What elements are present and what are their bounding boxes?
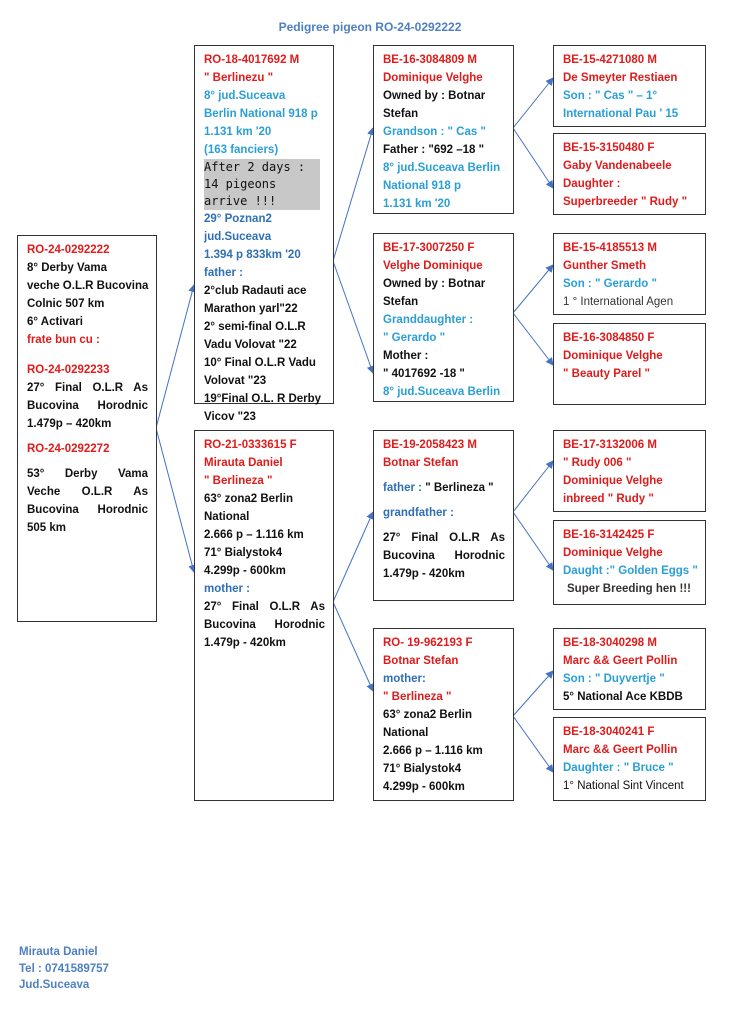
brother1-result: 27° Final O.L.R As xyxy=(27,382,148,394)
dd-owner: Botnar Stefan xyxy=(383,655,459,667)
sire-father-result: Vadu Volovat "22 xyxy=(204,339,297,351)
footer-contact xyxy=(19,944,109,994)
sd-ring: BE-17-3007250 F xyxy=(383,242,475,254)
ancestor-owner: Marc && Geert Pollin xyxy=(563,655,678,667)
ds-father-name: " Berlineza " xyxy=(425,482,494,494)
ancestor-ring: BE-15-4271080 M xyxy=(563,54,657,66)
ancestor-owner: Gunther Smeth xyxy=(563,260,647,272)
dam-ring: RO-21-0333615 F xyxy=(204,439,297,451)
dam-mother-result: 27° Final O.L.R As xyxy=(204,601,325,613)
connector-dam-dd xyxy=(333,602,373,691)
dd-mother-label: mother: xyxy=(383,673,426,685)
connector-subject-dam xyxy=(156,428,194,572)
connector-sd-g4 xyxy=(513,313,553,365)
dam-name: " Berlineza " xyxy=(204,475,273,487)
sd-owned-by-name: Stefan xyxy=(383,296,419,308)
sd-relation: Granddaughter : xyxy=(383,314,474,326)
ancestor-owner: Dominique Velghe xyxy=(563,547,663,559)
ss-owned-by: Owned by : Botnar xyxy=(383,90,486,102)
ancestor-note: Daughter : " Bruce " xyxy=(563,762,674,774)
dd-ring: RO- 19-962193 F xyxy=(383,637,473,649)
footer-phone: Tel : 0741589757 xyxy=(19,962,109,975)
ancestor-box-8 xyxy=(553,717,706,801)
ss-result: National 918 p xyxy=(383,180,461,192)
connector-subject-sire xyxy=(156,285,194,428)
ancestor-ring: BE-16-3084850 F xyxy=(563,332,655,344)
ancestor-ring: BE-18-3040298 M xyxy=(563,637,657,649)
sire-box xyxy=(194,45,334,423)
sire-father-result: Marathon yarl"22 xyxy=(204,303,298,315)
sire-result: 1.394 p 833km '20 xyxy=(204,249,301,261)
footer-location: Jud.Suceava xyxy=(19,979,90,991)
ds-father-label: father : xyxy=(383,482,422,494)
ancestor-note: 5° National Ace KBDB xyxy=(563,691,683,703)
subject-result: Colnic 507 km xyxy=(27,298,105,310)
dam-result: 63° zona2 Berlin xyxy=(204,493,293,505)
dam-sire-box xyxy=(373,430,514,601)
brother2-result: Bucovina Horodnic xyxy=(27,504,148,516)
dd-result: 71° Bialystok4 xyxy=(383,763,462,775)
ancestor-owner: Gaby Vandenabeele xyxy=(563,160,672,172)
sire-result: (163 fanciers) xyxy=(204,144,279,156)
ancestor-note: Daughter : xyxy=(563,178,621,190)
connector-dd-g8 xyxy=(513,716,553,772)
sire-result: Berlin National 918 p xyxy=(204,108,318,120)
connector-ss-g1 xyxy=(513,78,553,128)
ds-grandfather-label: grandfather : xyxy=(383,507,454,519)
ancestor-box-5 xyxy=(553,430,706,512)
ss-father: Father : "692 –18 " xyxy=(383,144,485,156)
ancestor-box-7 xyxy=(553,628,706,710)
ancestor-note: Son : " Cas " – 1° xyxy=(563,90,658,102)
brother2-result: 505 km xyxy=(27,522,67,534)
brother2-ring: RO-24-0292272 xyxy=(27,443,110,455)
sd-owned-by: Owned by : Botnar xyxy=(383,278,486,290)
brother1-result: Bucovina Horodnic xyxy=(27,400,148,412)
sire-highlight-note: After 2 days : 14 pigeons arrive !!! xyxy=(204,159,320,210)
ancestor-note: Son : " Gerardo " xyxy=(563,278,657,290)
subject-ring: RO-24-0292222 xyxy=(27,244,110,256)
ancestor-note: " Beauty Parel " xyxy=(563,368,650,380)
subject-box xyxy=(17,235,157,622)
ancestor-ring: BE-17-3132006 M xyxy=(563,439,657,451)
dd-result: 2.666 p – 1.116 km xyxy=(383,745,483,757)
subject-result: veche O.L.R Bucovina xyxy=(27,280,149,292)
brother1-ring: RO-24-0292233 xyxy=(27,364,110,376)
dd-result: 63° zona2 Berlin xyxy=(383,709,472,721)
connector-ds-g5 xyxy=(513,461,553,512)
dam-result: National xyxy=(204,511,250,523)
sd-mother-ring: " 4017692 -18 " xyxy=(383,368,465,380)
dam-mother-label: mother : xyxy=(204,583,250,595)
ancestor-ring: BE-16-3142425 F xyxy=(563,529,655,541)
sire-result: 1.131 km '20 xyxy=(204,126,272,138)
sd-relation: " Gerardo " xyxy=(383,332,446,344)
footer-name: Mirauta Daniel xyxy=(19,946,98,958)
ancestor-note: 1 ° International Agen xyxy=(563,296,674,308)
ancestor-owner: Marc && Geert Pollin xyxy=(563,744,678,756)
sire-result: 8° jud.Suceava xyxy=(204,90,286,102)
brother1-result: 1.479p – 420km xyxy=(27,418,112,430)
ds-ring: BE-19-2058423 M xyxy=(383,439,477,451)
dd-result: National xyxy=(383,727,429,739)
brother2-result: Veche O.L.R As xyxy=(27,486,148,498)
connector-dam-ds xyxy=(333,512,373,602)
ss-relation: Grandson : " Cas " xyxy=(383,126,486,138)
ancestor-box-2 xyxy=(553,133,706,215)
sire-father-result: 2°club Radauti ace xyxy=(204,285,307,297)
sire-father-result: 2° semi-final O.L.R xyxy=(204,321,306,333)
connector-sd-g3 xyxy=(513,265,553,313)
dam-result: 2.666 p – 1.116 km xyxy=(204,529,304,541)
ss-result: 1.131 km '20 xyxy=(383,198,451,210)
sire-father-result: Volovat "23 xyxy=(204,375,267,387)
dam-result: 4.299p - 600km xyxy=(204,565,286,577)
ancestor-note: Daught :" Golden Eggs " xyxy=(563,565,698,577)
sd-result: 8° jud.Suceava Berlin xyxy=(383,386,501,398)
ancestor-note: Super Breeding hen !!! xyxy=(567,583,691,595)
ancestor-note: Superbreeder " Rudy " xyxy=(563,196,688,208)
ancestor-box-4 xyxy=(553,323,706,405)
ss-owner: Dominique Velghe xyxy=(383,72,483,84)
connector-ds-g6 xyxy=(513,512,553,570)
ancestor-owner: Dominique Velghe xyxy=(563,350,663,362)
ancestor-ring: BE-15-4185513 M xyxy=(563,242,657,254)
brothers-label: frate bun cu : xyxy=(27,334,100,346)
sd-owner: Velghe Dominique xyxy=(383,260,483,272)
connector-sire-sd xyxy=(333,261,373,373)
connector-dd-g7 xyxy=(513,671,553,716)
sire-ring: RO-18-4017692 M xyxy=(204,54,300,66)
dam-mother-result: Bucovina Horodnic xyxy=(204,619,325,631)
ss-ring: BE-16-3084809 M xyxy=(383,54,477,66)
dam-result: 71° Bialystok4 xyxy=(204,547,283,559)
ancestor-note: International Pau ' 15 xyxy=(563,108,679,120)
sire-father-result: 19°Final O.L. R Derby xyxy=(204,393,322,405)
sire-father-result: Vicov "23 xyxy=(204,411,256,423)
ancestor-box-3 xyxy=(553,233,706,315)
brother2-result: 53° Derby Vama xyxy=(27,468,148,480)
ds-result: 1.479p - 420km xyxy=(383,568,465,580)
ancestor-note: Son : " Duyvertje " xyxy=(563,673,665,685)
ancestor-box-1 xyxy=(553,45,706,127)
connector-ss-g2 xyxy=(513,128,553,188)
dd-result: 4.299p - 600km xyxy=(383,781,465,793)
ancestor-owner: De Smeyter Restiaen xyxy=(563,72,678,84)
ancestor-ring: BE-18-3040241 F xyxy=(563,726,655,738)
dam-owner: Mirauta Daniel xyxy=(204,457,283,469)
ancestor-box-6 xyxy=(553,520,706,605)
ancestor-ring: BE-15-3150480 F xyxy=(563,142,655,154)
ancestor-note: 1° National Sint Vincent xyxy=(563,780,684,792)
dd-name: " Berlineza " xyxy=(383,691,452,703)
sd-mother-label: Mother : xyxy=(383,350,429,362)
subject-result: 6° Activari xyxy=(27,316,83,328)
sire-result: jud.Suceava xyxy=(204,231,272,243)
ss-owned-by-name: Stefan xyxy=(383,108,419,120)
page-title: Pedigree pigeon RO-24-0292222 xyxy=(278,20,462,34)
ancestor-note: Dominique Velghe xyxy=(563,475,663,487)
sire-sire-box xyxy=(373,45,514,214)
ss-result: 8° jud.Suceava Berlin xyxy=(383,162,501,174)
ancestor-name: " Rudy 006 " xyxy=(563,457,632,469)
connector-sire-ss xyxy=(333,128,373,261)
sire-father-label: father : xyxy=(204,267,243,279)
sire-result: 29° Poznan2 xyxy=(204,213,272,225)
ds-owner: Botnar Stefan xyxy=(383,457,459,469)
sire-dam-box xyxy=(373,233,514,402)
sire-name: " Berlinezu " xyxy=(204,72,274,84)
sire-father-result: 10° Final O.L.R Vadu xyxy=(204,357,316,369)
ds-result: 27° Final O.L.R As xyxy=(383,532,505,544)
dam-mother-result: 1.479p - 420km xyxy=(204,637,286,649)
dam-box xyxy=(194,430,334,801)
ds-result: Bucovina Horodnic xyxy=(383,550,505,562)
subject-result: 8° Derby Vama xyxy=(27,262,108,274)
dam-dam-box xyxy=(373,628,514,801)
ancestor-note: inbreed " Rudy " xyxy=(563,493,654,505)
